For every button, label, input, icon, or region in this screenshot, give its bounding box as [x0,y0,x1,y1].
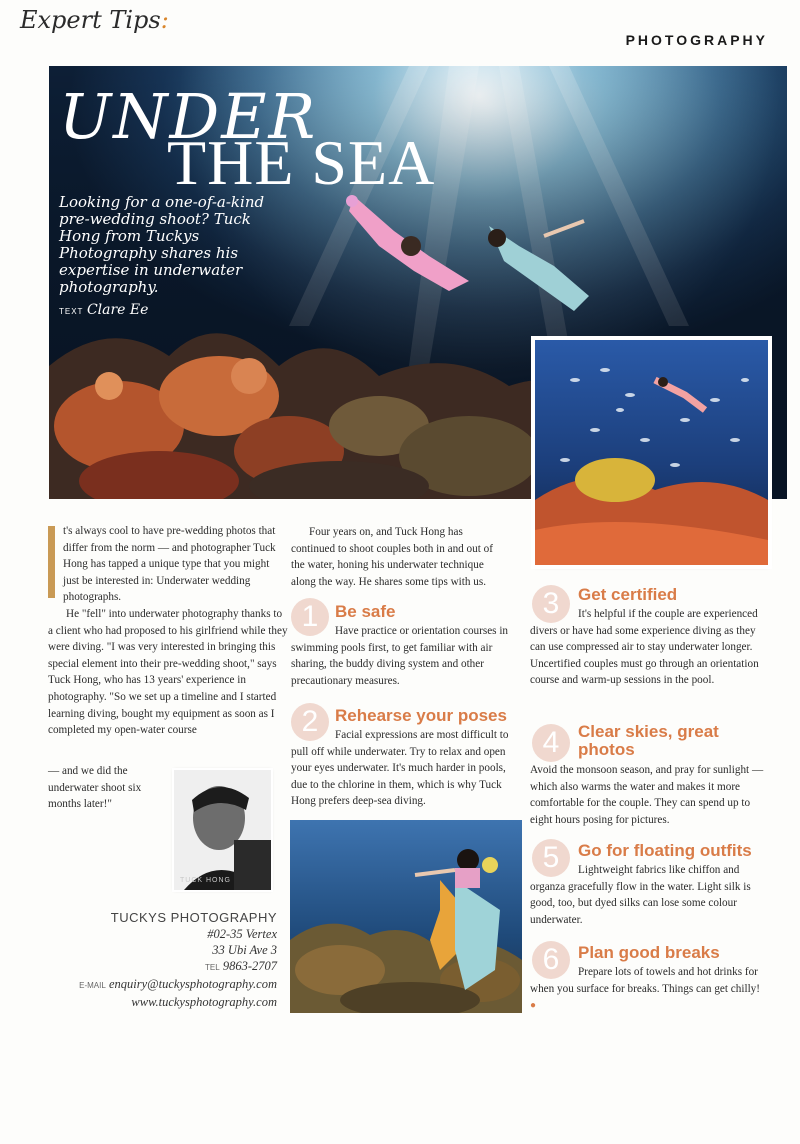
tip-6-title: Plan good breaks [578,943,720,962]
article-column-2-intro: Four years on, and Tuck Hong has continued to shoot couples both in and out of the water, honing his underwater technique along the way. He shares some tips with us. [291,526,493,588]
standfirst: Looking for a one-of-a-kind pre-wedding shoot? Tuck Hong from Tuckys Photography shares his expertise in underwater photography. [59,193,265,296]
tip-4 [530,721,768,828]
tip-3-body: It's helpful if the couple are experienced divers or have had some experience diving as they can use compressed air to stay underwater longer. Uncertified couples must go through an orientation course and warm-up sessions in the pool. [530,608,759,687]
byline-label: TEXT [59,307,84,316]
inset-photo-fish-school [535,340,768,565]
title-line-1: UNDER [59,80,318,153]
tip-5-title: Go for floating outfits [578,841,752,860]
tip-6-number: 6 [532,941,570,979]
end-mark-icon: ● [530,1000,537,1012]
inset-photo-illustration [535,340,768,565]
tip-2-body: Facial expressions are most difficult to pull off while underwater. Try to relax and open your eyes underwater. It's much harder in pools, due to the chlorine in them, which is why Tuck Hong prefers deep-sea diving. [291,729,509,808]
paragraph-2: He "fell" into underwater photography thanks to a client who had proposed to his girlfriend while they were diving. "I was very interested in bringing this special element into their pre-wedding shoot," says Tuck Hong, who has 13 years' experience in photography. "So we set up a timeline and I started learning diving, bought my equipment as soon as I completed my open-water course [48,607,288,737]
section-kicker [20,6,169,34]
paragraph-2-tail: — and we did the underwater shoot six months later!" [48,765,142,811]
tip-4-number: 4 [532,724,570,762]
contact-company: TUCKYS PHOTOGRAPHY [110,910,277,925]
tip-2-number: 2 [291,703,329,741]
tip-3-title: Get certified [578,585,678,604]
paragraph-1: t's always cool to have pre-wedding photos that differ from the norm — and photographer Tuck Hong has tapped a unique type that you might just be interested in: Underwater wedding photographs. [63,525,276,604]
tip-4-title-line-2: photos [578,740,635,759]
contact-address-2: 33 Ubi Ave 3 [212,943,277,957]
contact-email[interactable]: enquiry@tuckysphotography.com [108,977,277,991]
tip-6 [530,940,768,1015]
tip-6-body-text: Prepare lots of towels and hot drinks for when you surface for breaks. Things can get chilly! [530,966,760,995]
kicker-colon: : [160,6,169,34]
section-label: PHOTOGRAPHY [625,32,768,48]
tip-1-number: 1 [291,598,329,636]
contact-email-label: E-MAIL [79,981,106,990]
contact-website[interactable]: www.tuckysphotography.com [131,995,277,1009]
couple-photo-illustration [290,820,522,1013]
byline [59,302,148,319]
tip-5-body: Lightweight fabrics like chiffon and organza gracefully flow in the water. Light silk is good, too, but dyed silks can lose some colour underwater. [530,864,751,926]
tip-2-title: Rehearse your poses [335,706,507,725]
contact-tel: 9863-2707 [222,959,277,973]
tip-1-body: Have practice or orientation courses in swimming pools first, to get familiar with air sharing, the buddy diving system and other precautionary measures. [291,625,509,687]
portrait-caption: TUCK HONG [180,877,231,884]
couple-underwater-photo [290,820,522,1013]
tip-1-title: Be safe [335,602,396,621]
tip-2 [291,700,511,810]
tip-4-body: Avoid the monsoon season, and pray for sunlight — which also warms the water and makes it more comfortable for the couple. They can spend up to eight hours posing for pictures. [530,764,764,826]
drop-cap-bar [48,526,55,598]
tip-5-number: 5 [532,839,570,877]
portrait-photo [174,770,271,890]
tip-5 [530,838,768,928]
title-line-2: THE SEA [167,127,436,198]
article-column-1 [48,523,288,739]
tip-3-number: 3 [532,585,570,623]
contact-address-1: #02-35 Vertex [207,927,277,941]
contact-tel-label: TEL [205,963,220,972]
article-column-1-tail [48,763,176,813]
byline-name: Clare Ee [86,302,149,318]
portrait-illustration [174,770,271,890]
contact-block [60,910,277,1010]
tip-4-title-line-1: Clear skies, great [578,722,719,741]
tip-3 [530,583,768,689]
tip-1 [291,596,511,689]
kicker-text: Expert Tips [20,6,161,34]
